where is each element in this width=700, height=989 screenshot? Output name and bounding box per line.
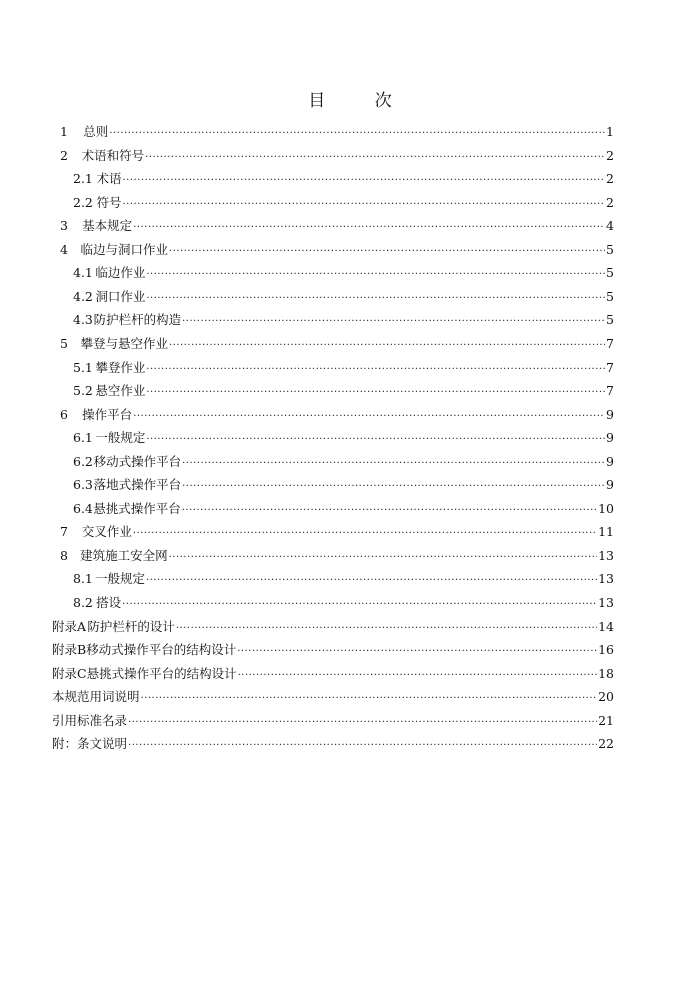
toc-entry-number: 8.2 (73, 595, 93, 610)
toc-entry-number: 附录B (52, 642, 87, 658)
toc-entry-label: 临边作业 (95, 265, 146, 281)
toc-entry-label: 基本规定 (82, 218, 133, 234)
toc-entry-page-number: 7 (606, 383, 614, 399)
toc-entry[interactable] (73, 265, 614, 281)
toc-entry-number: 2 (60, 147, 68, 163)
toc-entry-page-number: 7 (606, 359, 614, 375)
toc-entry[interactable] (60, 218, 614, 234)
toc-entry-label: 移动式操作平台的结构设计 (86, 642, 237, 658)
toc-leader-dots (237, 644, 597, 660)
toc-leader-dots (169, 338, 605, 354)
toc-entry[interactable] (73, 383, 614, 399)
toc-entry-page-number: 18 (598, 665, 614, 681)
toc-entry-label: 操作平台 (82, 406, 133, 422)
toc-leader-dots (146, 432, 605, 448)
toc-leader-dots (133, 526, 597, 542)
toc-entry-number: 3 (60, 218, 68, 234)
toc-leader-dots (169, 550, 597, 566)
toc-entry-number: 8.1 (73, 571, 93, 587)
toc-entry-number: 6.3 (73, 477, 93, 493)
toc-entry-number: 6.1 (73, 430, 93, 446)
toc-leader-dots (182, 479, 605, 495)
toc-entry[interactable] (73, 571, 614, 587)
toc-entry-number: 6.4 (73, 500, 93, 516)
toc-entry-page-number: 14 (598, 618, 614, 634)
toc-entry-page-number: 11 (598, 524, 614, 540)
toc-entry-page-number: 4 (606, 218, 614, 234)
toc-leader-dots (123, 197, 606, 213)
toc-entry-number: 2.2 (73, 194, 93, 210)
toc-leader-dots (182, 503, 597, 519)
toc-entry-label: 一般规定 (94, 571, 145, 587)
toc-leader-dots (145, 150, 605, 166)
toc-entry-number: 5.1 (73, 359, 93, 375)
toc-entry-page-number: 10 (598, 500, 614, 516)
toc-entry-page-number: 16 (598, 642, 614, 658)
toc-leader-dots (122, 597, 597, 613)
toc-entry-number: 2.1 (73, 171, 93, 187)
toc-entry-page-number: 9 (606, 406, 614, 422)
toc-entry[interactable] (73, 454, 614, 470)
toc-entry-number: 1 (60, 124, 68, 139)
toc-entry-number: 4 (60, 241, 68, 257)
page-title: 目 次 (308, 91, 414, 111)
toc-entry[interactable] (52, 666, 614, 682)
toc-entry-label: 攀登作业 (95, 359, 146, 375)
toc-entry-page-number: 9 (606, 430, 614, 446)
toc-entry-number: 4.2 (73, 288, 93, 304)
toc-entry[interactable] (73, 501, 614, 517)
toc-entry-label: 落地式操作平台 (93, 477, 182, 493)
toc-leader-dots (141, 691, 598, 707)
toc-entry-label: 防护栏杆的构造 (93, 312, 182, 328)
toc-entry-number: 7 (60, 524, 68, 540)
toc-entry-number: 附录C (52, 665, 87, 681)
toc-entry-page-number: 1 (606, 124, 614, 139)
toc-entry[interactable] (73, 195, 614, 211)
toc-entry[interactable] (73, 289, 614, 305)
toc-entry-number: 8 (60, 547, 68, 563)
toc-entry-label: 洞口作业 (95, 288, 146, 304)
toc-leader-dots (133, 409, 605, 425)
toc-entry-label: 符号 (96, 194, 122, 210)
toc-entry[interactable] (52, 689, 614, 705)
toc-entry-label: 总则 (83, 124, 109, 139)
toc-entry[interactable] (60, 242, 614, 258)
toc-entry-number: 6 (60, 406, 68, 422)
toc-entry-label: 搭设 (96, 595, 122, 610)
toc-entry-label: 防护栏杆的设计 (87, 618, 175, 634)
toc-entry[interactable] (60, 336, 614, 352)
toc-entry-label: 附：条文说明 (52, 736, 128, 752)
toc-leader-dots (238, 668, 598, 684)
toc-entry-page-number: 5 (606, 241, 614, 257)
toc-entry[interactable] (60, 548, 614, 564)
toc-leader-dots (146, 573, 597, 589)
toc-entry-page-number: 2 (606, 171, 614, 187)
toc-leader-dots (182, 314, 605, 330)
toc-entry-page-number: 22 (598, 736, 614, 752)
toc-leader-dots (146, 362, 605, 378)
toc-entry-label: 悬空作业 (95, 383, 146, 399)
toc-entry-page-number: 20 (598, 689, 614, 705)
toc-entry-label: 术语 (96, 171, 122, 187)
toc-entry-number: 5.2 (73, 383, 93, 399)
toc-entry-label: 悬挑式操作平台的结构设计 (86, 665, 237, 681)
toc-leader-dots (146, 267, 605, 283)
toc-entry-page-number: 2 (606, 194, 614, 210)
toc-entry-label: 攀登与悬空作业 (80, 335, 168, 351)
toc-entry-page-number: 13 (598, 571, 614, 587)
toc-leader-dots (133, 220, 605, 236)
toc-entry-page-number: 9 (606, 477, 614, 493)
toc-entry-number: 4.1 (73, 265, 93, 281)
toc-entry[interactable] (73, 595, 614, 611)
toc-leader-dots (128, 738, 597, 754)
toc-entry-number: 附录A (52, 618, 87, 634)
toc-entry[interactable] (52, 713, 614, 729)
toc-entry[interactable] (73, 477, 614, 493)
toc-entry-label: 建筑施工安全网 (80, 547, 168, 563)
toc-leader-dots (146, 385, 605, 401)
toc-leader-dots (176, 621, 597, 637)
toc-entry-page-number: 5 (606, 265, 614, 281)
toc-entry-number: 6.2 (73, 453, 93, 469)
toc-entry-number: 5 (60, 335, 68, 351)
toc-entry-label: 引用标准名录 (52, 712, 128, 728)
toc-entry[interactable] (60, 407, 614, 423)
toc-entry[interactable] (73, 360, 614, 376)
toc-leader-dots (109, 126, 605, 142)
toc-entry-label: 临边与洞口作业 (80, 241, 168, 257)
toc-entry-label: 移动式操作平台 (93, 453, 182, 469)
toc-entry-page-number: 13 (598, 595, 614, 610)
toc-entry[interactable] (73, 312, 614, 328)
toc-entry-page-number: 13 (598, 547, 614, 563)
toc-entry[interactable] (52, 619, 614, 635)
toc-entry[interactable] (60, 124, 614, 140)
toc-leader-dots (169, 244, 605, 260)
toc-entry-label: 交叉作业 (81, 524, 132, 540)
toc-leader-dots (123, 173, 606, 189)
toc-entry[interactable] (52, 736, 614, 752)
toc-entry[interactable] (52, 642, 614, 658)
toc-entry-number: 4.3 (73, 312, 93, 328)
toc-entry-page-number: 5 (606, 288, 614, 304)
toc-entry[interactable] (60, 148, 614, 164)
toc-entry-label: 悬挑式操作平台 (93, 500, 181, 516)
toc-entry-label: 一般规定 (95, 430, 146, 446)
toc-entry-page-number: 2 (606, 147, 614, 163)
toc-entry-page-number: 21 (598, 712, 614, 728)
toc-entry-label: 术语和符号 (81, 147, 145, 163)
toc-leader-dots (146, 291, 605, 307)
toc-entry-page-number: 5 (606, 312, 614, 328)
toc-entry-label: 本规范用词说明 (52, 689, 140, 705)
toc-entry-page-number: 7 (606, 335, 614, 351)
toc-entry-page-number: 9 (606, 453, 614, 469)
toc-entry[interactable] (73, 430, 614, 446)
toc-leader-dots (182, 456, 605, 472)
toc-entry[interactable] (73, 171, 614, 187)
toc-leader-dots (128, 715, 597, 731)
toc-entry[interactable] (60, 524, 614, 540)
